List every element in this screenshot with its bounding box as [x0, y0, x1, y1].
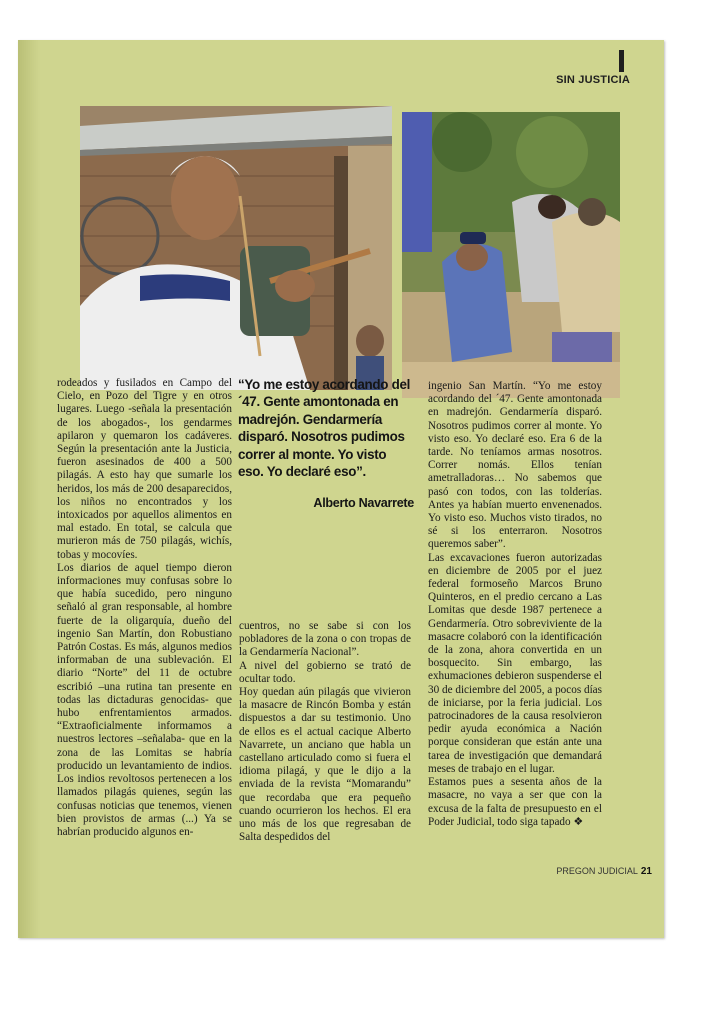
pull-quote-author: Alberto Navarrete	[313, 496, 414, 510]
elderly-man-violin-photo	[80, 106, 392, 390]
section-marker-bar	[619, 50, 624, 72]
article-column-2: cuentros, no se sabe si con los pobladores de la zona o con tropas de la Gendarmería Nacional”. A nivel del gobierno se trató de ocultar todo. Hoy quedan aún pilagás que vivieron la masacre de Rincón Bomba y están dispuestos a dar su testimonio. Uno de ellos es el actual cacique Alberto Navarrete, un anciano que habla un castellano articulado como si fuera el idioma pilagá, y que le dijo a la enviada de la revista “Momarandu” que recordaba que era pequeño cuando ocurrieron los hechos. El era uno más de los que regresaban de Salta despedidos del	[239, 620, 411, 844]
page-number: 21	[640, 866, 652, 877]
section-title: SIN JUSTICIA	[556, 74, 630, 86]
article-column-3: ingenio San Martín. “Yo me estoy acordando del ´47. Gente amontonada en madrejón. Gendarmería disparó. Nosotros pudimos correr al monte. Yo visto eso. Yo declaré eso. Era 6 de la tarde. No teníamos armas nosotros. Correr nomás. Ellos tenían ametralladoras… No sabemos que pasó con todos, con las tolderías. Antes ya habían muerto envenenados. Yo visto eso. Muchos visto tirados, no sé si los enterraron. Nosotros queremos saber”. Las excavaciones fueron autorizadas en diciembre de 2005 por el juez federal formoseño Marcos Bruno Quinteros, en el predio cercano a Las Lomitas que desde 1987 pertenece a Gendarmería. Otro sobreviviente de la masacre colaboró con la identificación de la zona, ahora convertida en un bosquecito. Sin embargo, las exhumaciones debieron suspenderse el 30 de diciembre del 2005, a pocos días de iniciarse, por la feria judicial. Los patrocinadores de la causa resolvieron pedir ayuda económica a Nación porque consideran que están ante una tarea de investigación que demandará meses de trabajo en el lugar. Estamos pues a sesenta años de la masacre, no vaya a ser que con la excusa de la falta de presupuesto en el Poder Judicial, todo siga tapado ❖	[428, 380, 602, 828]
page-spine	[18, 40, 40, 938]
article-column-1: rodeados y fusilados en Campo del Cielo, en Pozo del Tigre y en otros lugares. Luego -señala la presentación de los abogados-, los gendarmes apilaron y quemaron los cadáveres. Según la presentación ante la Justicia, fueron asesinados de 400 a 500 pilagás. A esto hay que sumarle los heridos, los más de 200 desaparecidos, los niños no encontrados y los intoxicados por aquellos alimentos en mal estado. En total, se calcula que murieron más de 750 pilagás, wichís, tobas y mocovíes. Los diarios de aquel tiempo dieron informaciones muy confusas sobre lo que había sucedido, pero ninguno señaló al gran responsable, al hombre fuerte de la oligarquía, dueño del ingenio San Martín, don Robustiano Patrón Costas. Es más, algunos medios informaban de una sublevación. El diario “Norte” del 11 de octubre escribió –una rutina tan presente en todas las dictaduras genocidas- que hubo enfrentamientos armados. “Extraoficialmente informamos a nuestros lectores –señalaba- que en la zona de las Lomitas se habría producido un levantamiento de indios. Los indios revoltosos pertenecen a los llamados pilagás quienes, según las confusas noticias que tenemos, vienen bien provistos de armas (...) Ya se habrían producido algunos en-	[57, 377, 232, 838]
pull-quote: “Yo me estoy acordando del ´47. Gente amontonada en madrejón. Gendarmería disparó. Nosotros pudimos correr al monte. Yo visto eso. Yo declaré eso”.	[238, 377, 411, 480]
page-footer	[556, 866, 652, 877]
excavation-workers-photo	[402, 112, 620, 398]
publication-name: PREGON JUDICIAL	[556, 866, 638, 876]
